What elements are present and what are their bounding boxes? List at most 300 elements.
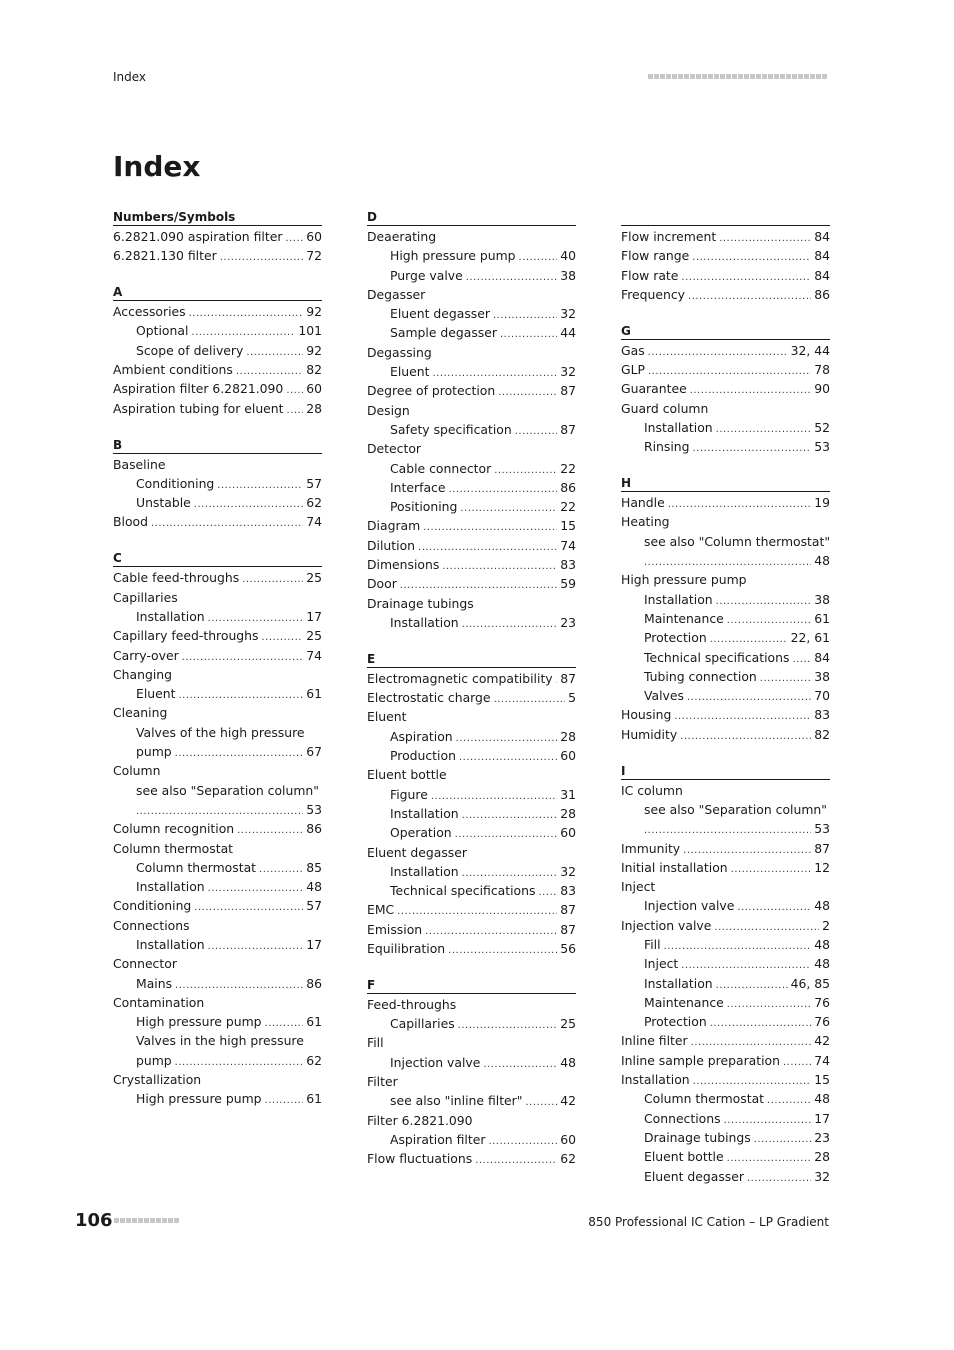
entry-term: Purge valve [390, 267, 463, 283]
page-reference[interactable]: 86 [306, 975, 322, 991]
index-section [621, 209, 830, 304]
page-reference[interactable]: 76 [814, 1014, 830, 1030]
page-reference[interactable]: 84 [814, 229, 830, 244]
page-reference[interactable]: 28 [560, 805, 576, 821]
page-reference[interactable]: 84 [814, 267, 830, 283]
entry-term: Crystallization [113, 1072, 202, 1088]
index-entry [367, 765, 576, 784]
dot-leader [710, 630, 788, 647]
page-reference[interactable]: 12 [814, 859, 830, 875]
entry-term: Inline sample preparation [621, 1052, 780, 1068]
page-reference[interactable]: 83 [814, 707, 830, 723]
page-reference[interactable]: 22 [560, 460, 576, 476]
index-entry [367, 707, 576, 726]
entry-term: Diagram [367, 518, 421, 534]
dot-leader [692, 248, 811, 265]
entry-term: Column thermostat [113, 840, 234, 856]
page-reference[interactable]: 25 [306, 570, 322, 586]
entry-term: Guard column [621, 400, 709, 416]
index-subentry [113, 781, 322, 800]
entry-term: Flow rate [621, 267, 679, 283]
section-letter-heading: I [621, 763, 830, 780]
dot-leader [460, 499, 557, 516]
index-entry [113, 302, 322, 321]
page-reference[interactable]: 84 [814, 248, 830, 264]
page-reference[interactable]: 53 [814, 821, 830, 837]
page-reference[interactable]: 62 [560, 1151, 576, 1167]
dot-leader [423, 518, 557, 535]
entry-term: Eluent degasser [367, 844, 467, 860]
entry-term: Inline filter [621, 1033, 688, 1049]
page-reference[interactable]: 52 [814, 419, 830, 435]
page-reference[interactable]: 32 [560, 306, 576, 322]
dot-leader [246, 343, 303, 360]
page-reference[interactable]: 83 [560, 883, 576, 899]
index-entry [621, 1031, 830, 1050]
page-reference[interactable]: 32 [814, 1168, 830, 1184]
dot-leader [431, 787, 557, 804]
dot-leader [693, 1072, 812, 1089]
dot-leader [455, 825, 558, 842]
index-entry [367, 939, 576, 958]
page-reference[interactable]: 28 [814, 1149, 830, 1165]
index-subentry [113, 321, 322, 340]
dot-leader [208, 879, 304, 896]
dot-leader [178, 686, 303, 703]
index-entry [113, 246, 322, 265]
index-entry [113, 819, 322, 838]
page-reference[interactable]: 57 [306, 898, 322, 914]
dot-leader [760, 669, 811, 686]
dot-leader [475, 1151, 557, 1168]
entry-term: GLP [621, 362, 645, 378]
entry-term: Degasser [367, 286, 426, 302]
page-reference[interactable]: 25 [560, 1016, 576, 1032]
page-reference[interactable]: 74 [306, 514, 322, 530]
page-reference[interactable]: 48 [814, 553, 830, 569]
page-reference[interactable]: 87 [560, 421, 576, 437]
dot-leader [397, 902, 557, 919]
page-reference[interactable]: 38 [814, 668, 830, 684]
page-reference[interactable]: 48 [306, 879, 322, 895]
entry-term: Conditioning [136, 475, 215, 491]
page-reference[interactable]: 60 [306, 381, 322, 397]
entry-term: 6.2821.090 aspiration filter [113, 229, 283, 244]
entry-term: Capillaries [113, 589, 178, 605]
index-entry [113, 896, 322, 915]
entry-term: Installation [644, 975, 713, 991]
index-subentry [367, 613, 576, 632]
index-subentry [367, 1014, 576, 1033]
page-reference[interactable]: 56 [560, 940, 576, 956]
page-reference[interactable]: 17 [306, 936, 322, 952]
dot-leader [217, 476, 303, 493]
entry-term: Frequency [621, 286, 686, 302]
dot-leader [714, 918, 819, 935]
dot-leader [191, 323, 295, 340]
page-reference[interactable]: 23 [560, 614, 576, 630]
entry-term: Immunity [621, 840, 681, 856]
page-reference[interactable]: 87 [814, 840, 830, 856]
index-entry [113, 916, 322, 935]
dot-leader [719, 229, 811, 246]
index-entry [621, 512, 830, 531]
entry-term: Production [390, 748, 456, 764]
entry-term: pump [136, 1052, 172, 1068]
entry-term: Column [113, 763, 161, 779]
page-reference[interactable]: 22, 61 [790, 630, 830, 646]
index-section [113, 437, 322, 532]
page-reference[interactable]: 32, 44 [790, 342, 830, 358]
dot-leader [693, 439, 812, 456]
page-reference[interactable]: 42 [560, 1093, 576, 1109]
page-reference[interactable]: 60 [560, 748, 576, 764]
index-subentry [367, 304, 576, 323]
index-entry [367, 1149, 576, 1168]
entry-term: Aspiration filter 6.2821.090 [113, 381, 284, 397]
entry-term: Eluent bottle [644, 1149, 724, 1165]
page-reference[interactable]: 53 [306, 801, 322, 817]
index-subentry [113, 493, 322, 512]
page-reference[interactable]: 28 [560, 728, 576, 744]
section-letter-heading [621, 209, 830, 226]
entry-term: Column thermostat [644, 1091, 765, 1107]
index-entry [113, 954, 322, 973]
page-reference[interactable]: 5 [568, 690, 576, 706]
page-reference[interactable]: 61 [306, 1014, 322, 1030]
dot-leader [783, 1053, 811, 1070]
index-section [367, 977, 576, 1169]
index-subentry [113, 1031, 322, 1050]
dot-leader [265, 1091, 304, 1108]
entry-term: Installation [136, 608, 205, 624]
dot-leader [182, 648, 304, 665]
page-reference[interactable]: 86 [560, 479, 576, 495]
index-subentry [367, 746, 576, 765]
page-reference[interactable]: 42 [814, 1033, 830, 1049]
entry-term: Housing [621, 707, 672, 723]
index-subentry [113, 935, 322, 954]
index-subentry [113, 1051, 322, 1070]
entry-term: Connections [113, 917, 190, 933]
dot-leader [716, 976, 788, 993]
entry-term: see also "Separation column" [136, 782, 319, 798]
footer-product-name: 850 Professional IC Cation – LP Gradient [588, 1215, 829, 1229]
entry-term: Door [367, 576, 397, 592]
dot-leader [286, 381, 303, 398]
page-reference[interactable]: 74 [306, 647, 322, 663]
index-subentry [113, 742, 322, 761]
page-reference[interactable]: 83 [560, 557, 576, 573]
dot-leader [498, 383, 557, 400]
entry-term: Interface [390, 479, 446, 495]
index-entry [621, 285, 830, 304]
section-letter-heading: G [621, 323, 830, 340]
entry-term: Eluent [136, 686, 176, 702]
entry-term: Changing [113, 666, 172, 682]
page-reference[interactable]: 61 [814, 610, 830, 626]
index-section [367, 209, 576, 632]
index-entry [367, 1072, 576, 1091]
page-reference[interactable]: 48 [814, 956, 830, 972]
index-entry [113, 227, 322, 246]
dot-leader [462, 864, 558, 881]
page-reference[interactable]: 59 [560, 576, 576, 592]
dot-leader [462, 806, 558, 823]
entry-term: Valves of the high pressure [136, 724, 305, 740]
entry-term: Aspiration tubing for eluent [113, 400, 284, 416]
index-subentry [621, 935, 830, 954]
dot-leader [136, 802, 303, 819]
page-reference[interactable]: 61 [306, 1091, 322, 1107]
entry-term: Figure [390, 786, 428, 802]
page-reference[interactable]: 32 [560, 364, 576, 380]
entry-term: 6.2821.130 filter [113, 248, 217, 264]
entry-term: Installation [136, 879, 205, 895]
index-entry [113, 360, 322, 379]
page-reference[interactable]: 92 [306, 304, 322, 320]
index-entry [367, 1033, 576, 1052]
page-reference[interactable]: 60 [306, 229, 322, 244]
entry-term: Maintenance [644, 994, 724, 1010]
entry-term: Installation [621, 1072, 690, 1088]
dot-leader [683, 841, 811, 858]
index-subentry [621, 974, 830, 993]
index-subentry [621, 551, 830, 570]
page-reference[interactable]: 32 [560, 863, 576, 879]
entry-term: pump [136, 744, 172, 760]
page-reference[interactable]: 90 [814, 381, 830, 397]
entry-term: Rinsing [644, 439, 690, 455]
entry-term: Flow range [621, 248, 690, 264]
dot-leader [737, 898, 811, 915]
page-reference[interactable]: 82 [306, 362, 322, 378]
page-reference[interactable]: 85 [306, 859, 322, 875]
page-reference[interactable]: 72 [306, 248, 322, 264]
index-entry [113, 512, 322, 531]
dot-leader [456, 729, 558, 746]
entry-term: see also "Separation column" [644, 801, 827, 817]
entry-term: Equilibration [367, 940, 446, 956]
entry-term: High pressure pump [621, 572, 747, 588]
dot-leader [462, 615, 558, 632]
index-entry [367, 1111, 576, 1130]
index-subentry [621, 1109, 830, 1128]
page-reference[interactable]: 53 [814, 439, 830, 455]
entry-term: Aspiration filter [390, 1131, 486, 1147]
page-reference[interactable]: 38 [560, 267, 576, 283]
page-reference[interactable]: 61 [306, 686, 322, 702]
dot-leader [664, 937, 812, 954]
page-reference[interactable]: 19 [814, 495, 830, 511]
page-reference[interactable]: 101 [298, 323, 322, 339]
dot-leader [208, 609, 304, 626]
entry-term: EMC [367, 902, 395, 918]
entry-term: Mains [136, 975, 173, 991]
dot-leader [466, 268, 557, 285]
index-subentry [113, 684, 322, 703]
dot-leader [189, 304, 304, 321]
page-reference[interactable]: 48 [814, 898, 830, 914]
index-section [621, 475, 830, 744]
entry-term: Electrostatic charge [367, 690, 491, 706]
index-subentry [621, 418, 830, 437]
entry-term: Scope of delivery [136, 342, 244, 358]
page-reference[interactable]: 86 [814, 286, 830, 302]
page-reference[interactable]: 31 [560, 786, 576, 802]
page-reference[interactable]: 22 [560, 499, 576, 515]
page-reference[interactable]: 48 [814, 936, 830, 952]
index-subentry [621, 993, 830, 1012]
index-entry [621, 705, 830, 724]
index-entry [621, 493, 830, 512]
index-section [113, 550, 322, 1108]
page-reference[interactable]: 28 [306, 400, 322, 416]
entry-term: Cable feed-throughs [113, 570, 240, 586]
index-subentry [367, 266, 576, 285]
index-subentry [367, 1130, 576, 1149]
index-entry [113, 588, 322, 607]
entry-term: Accessories [113, 304, 186, 320]
index-subentry [367, 459, 576, 478]
index-entry [113, 455, 322, 474]
dot-leader [747, 1169, 811, 1186]
page-reference[interactable]: 86 [306, 821, 322, 837]
page-reference[interactable]: 87 [560, 383, 576, 399]
entry-term: Technical specifications [644, 649, 790, 665]
page-reference[interactable]: 87 [560, 670, 576, 686]
index-entry [621, 341, 830, 360]
page-reference[interactable]: 17 [814, 1110, 830, 1126]
dot-leader [727, 1149, 812, 1166]
index-entry [621, 839, 830, 858]
dot-leader [265, 1014, 304, 1031]
dot-leader [681, 956, 811, 973]
dot-leader [754, 1130, 811, 1147]
page-reference[interactable]: 15 [560, 518, 576, 534]
index-entry [367, 669, 576, 688]
page-reference[interactable]: 87 [560, 902, 576, 918]
entry-term: Heating [621, 514, 670, 530]
page-reference[interactable]: 40 [560, 248, 576, 264]
dot-leader [644, 553, 811, 570]
entry-term: Capillaries [390, 1016, 455, 1032]
entry-term: Electromagnetic compatibility [367, 670, 553, 686]
index-subentry [367, 823, 576, 842]
index-entry [113, 1070, 322, 1089]
page-reference[interactable]: 67 [306, 744, 322, 760]
section-letter-heading: E [367, 651, 576, 668]
page-reference[interactable]: 78 [814, 362, 830, 378]
header-dot-rule [648, 74, 827, 79]
page-reference[interactable]: 62 [306, 495, 322, 511]
entry-term: Column thermostat [136, 859, 257, 875]
index-subentry [367, 727, 576, 746]
page-reference[interactable]: 74 [814, 1052, 830, 1068]
index-entry [367, 920, 576, 939]
entry-term: Sample degasser [390, 325, 497, 341]
index-entry [621, 266, 830, 285]
page-reference[interactable]: 44 [560, 325, 576, 341]
index-subentry [621, 896, 830, 915]
page-reference[interactable]: 38 [814, 591, 830, 607]
page-reference[interactable]: 46, 85 [790, 975, 830, 991]
entry-term: Deaerating [367, 229, 437, 244]
page-reference[interactable]: 76 [814, 994, 830, 1010]
page-reference[interactable]: 82 [814, 726, 830, 742]
index-subentry [621, 590, 830, 609]
index-entry [621, 227, 830, 246]
entry-term: Flow increment [621, 229, 717, 244]
entry-term: Initial installation [621, 859, 728, 875]
index-entry [367, 555, 576, 574]
entry-term: Degree of protection [367, 383, 496, 399]
index-entry [367, 995, 576, 1014]
entry-term: Tubing connection [644, 668, 757, 684]
index-subentry [367, 862, 576, 881]
page-reference[interactable]: 60 [560, 825, 576, 841]
index-subentry [367, 1053, 576, 1072]
dot-leader [442, 557, 557, 574]
dot-leader [488, 1132, 557, 1149]
dot-leader [494, 690, 566, 707]
index-subentry [367, 804, 576, 823]
page-reference[interactable]: 15 [814, 1072, 830, 1088]
entry-term: IC column [621, 782, 683, 798]
index-entry [113, 399, 322, 418]
index-entry [621, 916, 830, 935]
dot-leader [792, 650, 811, 667]
index-entry [113, 646, 322, 665]
page-reference[interactable]: 57 [306, 475, 322, 491]
index-entry [367, 401, 576, 420]
page-reference[interactable]: 48 [814, 1091, 830, 1107]
page-reference[interactable]: 70 [814, 688, 830, 704]
entry-term: High pressure pump [136, 1014, 262, 1030]
page-reference[interactable]: 60 [560, 1131, 576, 1147]
index-subentry [621, 437, 830, 456]
page-reference[interactable]: 17 [306, 608, 322, 624]
page-reference[interactable]: 2 [822, 917, 830, 933]
page-reference[interactable]: 25 [306, 628, 322, 644]
entry-term: Flow fluctuations [367, 1151, 473, 1167]
entry-term: Technical specifications [390, 883, 536, 899]
index-entry [367, 381, 576, 400]
dot-leader [727, 611, 811, 628]
index-entry [367, 285, 576, 304]
dot-leader [525, 1093, 557, 1110]
entry-term: Injection valve [621, 917, 712, 933]
page-reference[interactable]: 84 [814, 649, 830, 665]
page-reference[interactable]: 92 [306, 342, 322, 358]
dot-leader [668, 495, 812, 512]
entry-term: Injection valve [390, 1054, 481, 1070]
entry-term: Eluent degasser [644, 1168, 744, 1184]
page-reference[interactable]: 62 [306, 1052, 322, 1068]
dot-leader [418, 538, 557, 555]
dot-leader [175, 744, 304, 761]
index-subentry [621, 1147, 830, 1166]
page-reference[interactable]: 48 [560, 1054, 576, 1070]
page-reference[interactable]: 23 [814, 1129, 830, 1145]
page-reference[interactable]: 87 [560, 921, 576, 937]
entry-term: Drainage tubings [644, 1129, 751, 1145]
index-subentry [621, 800, 830, 819]
index-subentry [113, 474, 322, 493]
entry-term: Eluent [390, 364, 430, 380]
entry-term: Gas [621, 342, 645, 358]
page-reference[interactable]: 74 [560, 537, 576, 553]
